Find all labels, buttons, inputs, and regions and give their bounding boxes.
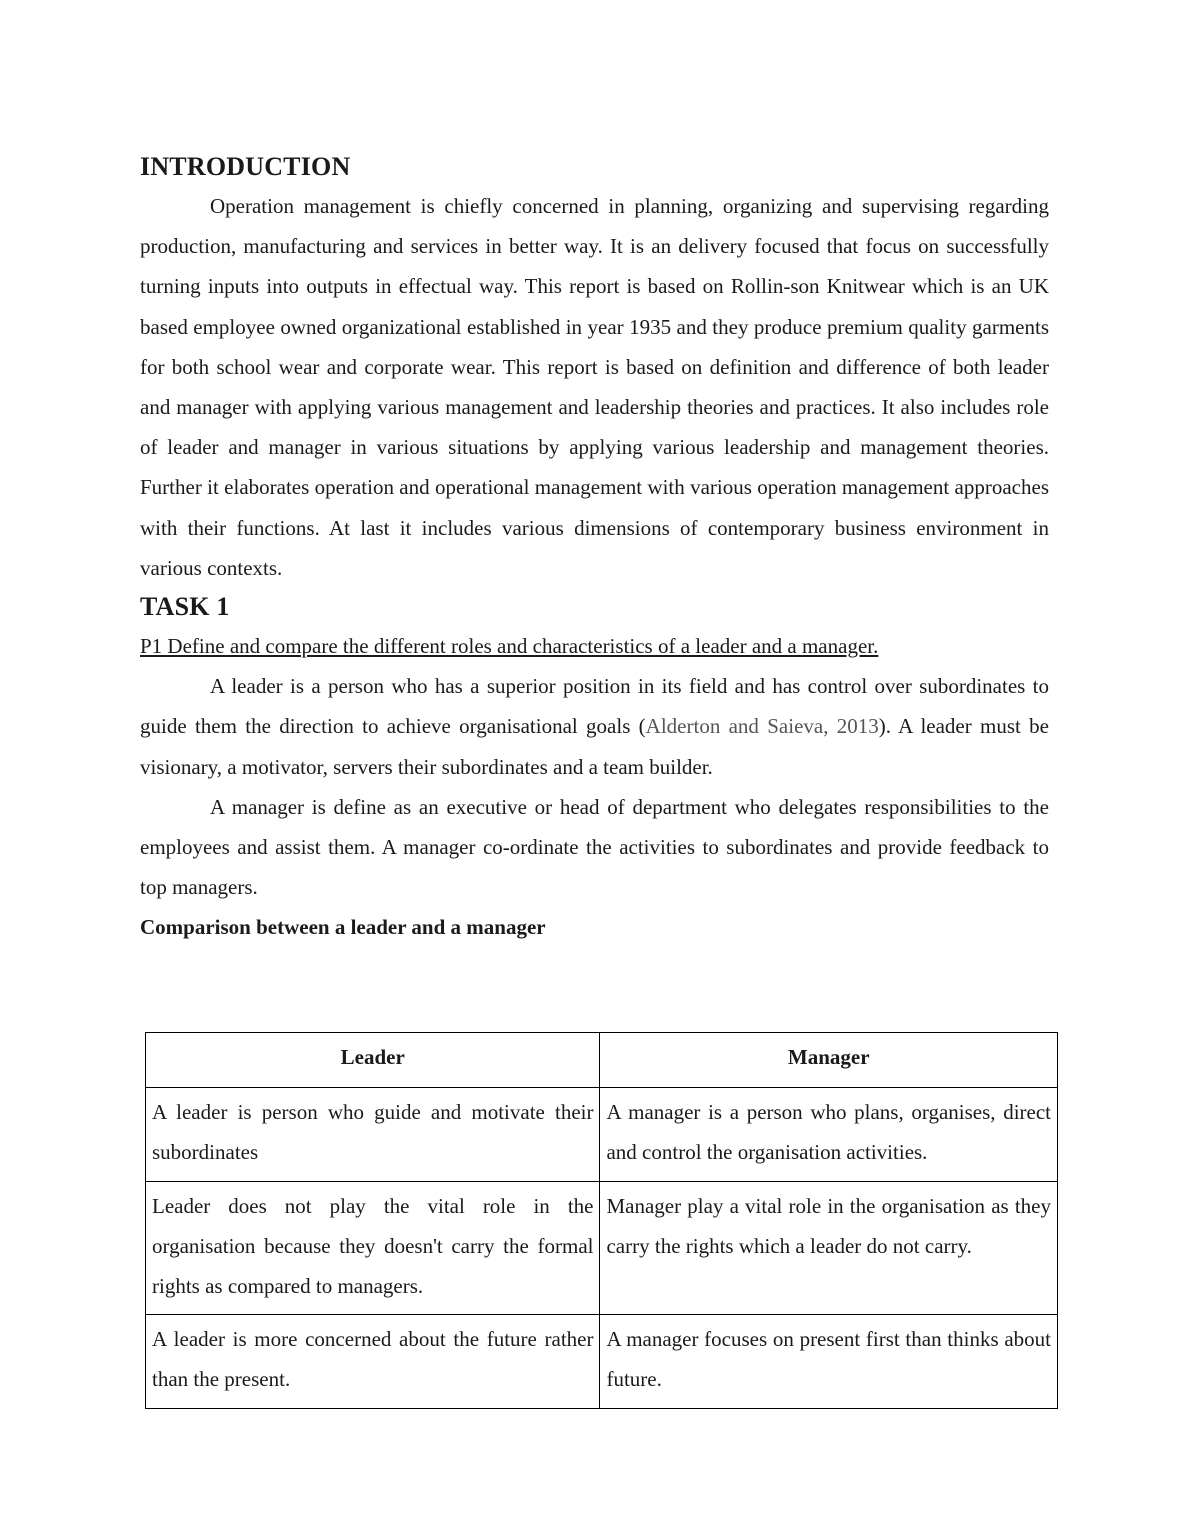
table-cell-manager: A manager focuses on present first than thinks about future. [600, 1315, 1058, 1408]
leader-definition-text-end: ). A leader must be visionary, a motivator, servers their subordinates and a team builder. [140, 714, 1049, 779]
comparison-title: Comparison between a leader and a manager [140, 915, 546, 940]
header-leader: Leader [146, 1033, 600, 1088]
manager-definition-paragraph: A manager is define as an executive or head of department who delegates responsibilities to the employees and assist them. A manager co-ordinate the activities to subordinates and provide feedback to top managers. [140, 794, 1049, 900]
p1-heading: P1 Define and compare the different roles and characteristics of a leader and a manager. [140, 634, 879, 659]
citation: Alderton and Saieva, 2013 [645, 714, 879, 739]
table-cell-manager: A manager is a person who plans, organises, direct and control the organisation activities. [600, 1088, 1058, 1181]
comparison-table [145, 1032, 1058, 1409]
table-cell-manager: Manager play a vital role in the organisation as they carry the rights which a leader do not carry. [600, 1181, 1058, 1315]
introduction-paragraph: Operation management is chiefly concerned in planning, organizing and supervising regarding production, manufacturing and services in better way. It is an delivery focused that focus on successfully turning inputs into outputs in effectual way. This report is based on Rollin-son Knitwear which is an UK based employee owned organizational established in year 1935 and they produce premium quality garments for both school wear and corporate wear. This report is based on definition and difference of both leader and manager with applying various management and leadership theories and practices. It also includes role of leader and manager in various situations by applying various leadership and management theories. Further it elaborates operation and operational management with various operation management approaches with their functions. At last it includes various dimensions of contemporary business environment in various contexts. [140, 194, 1049, 580]
leader-definition-text: A leader is a person who has a superior position in its field and has control over subordinates to guide them the direction to achieve organisational goals ( [140, 674, 1049, 739]
table-row [146, 1181, 1058, 1315]
table-row [146, 1315, 1058, 1408]
table-cell-leader: A leader is more concerned about the future rather than the present. [146, 1315, 600, 1408]
table-row [146, 1088, 1058, 1181]
table-cell-leader: A leader is person who guide and motivate their subordinates [146, 1088, 600, 1181]
table-cell-leader: Leader does not play the vital role in the organisation because they doesn't carry the formal rights as compared to managers. [146, 1181, 600, 1315]
table-header-row [146, 1033, 1058, 1088]
document-page [140, 148, 1049, 947]
task1-heading: TASK 1 [140, 592, 230, 622]
leader-definition-paragraph [140, 666, 1049, 787]
introduction-heading: INTRODUCTION [140, 152, 351, 181]
header-manager: Manager [600, 1033, 1058, 1088]
